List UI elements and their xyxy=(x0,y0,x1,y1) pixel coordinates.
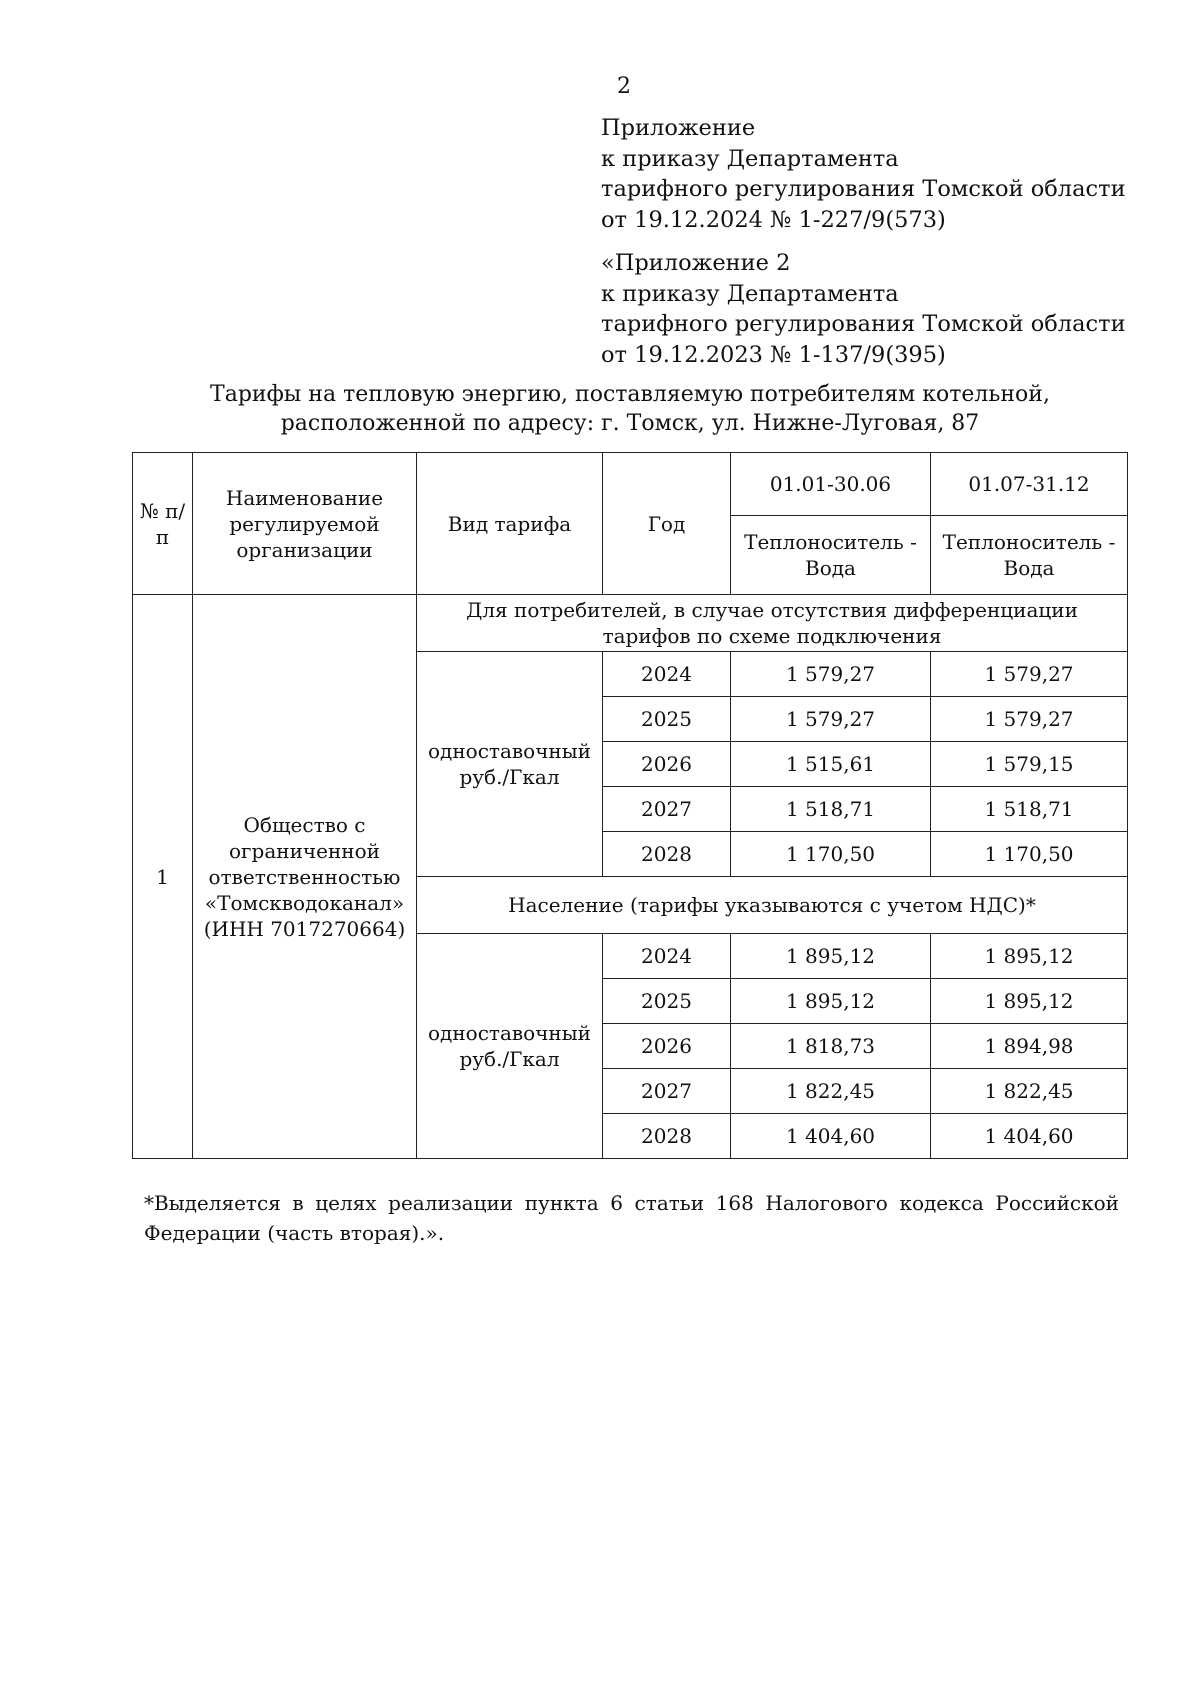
section-row xyxy=(133,595,1128,652)
header-period-2: 01.07-31.12 xyxy=(931,453,1128,516)
table-header-row xyxy=(133,453,1128,516)
appendix-line: «Приложение 2 xyxy=(601,250,791,276)
row-number: 1 xyxy=(133,595,193,1159)
tariff-type-cell: одноставочный руб./Гкал xyxy=(417,934,603,1159)
header-tariff-type: Вид тарифа xyxy=(417,453,603,595)
appendix-line: тарифного регулирования Томской области xyxy=(601,311,1126,337)
section-title: Для потребителей, в случае отсутствия дифференциации тарифов по схеме подключения xyxy=(417,595,1128,652)
value-period-2: 1 518,71 xyxy=(931,787,1128,832)
appendix-line: от 19.12.2024 № 1-227/9(573) xyxy=(601,206,946,233)
value-period-2: 1 895,12 xyxy=(931,979,1128,1024)
value-period-1: 1 404,60 xyxy=(731,1114,931,1159)
title-line: Тарифы на тепловую энергию, поставляемую потребителям котельной, xyxy=(210,382,1050,407)
value-period-2: 1 579,27 xyxy=(931,697,1128,742)
year-cell: 2028 xyxy=(603,832,731,877)
value-period-2: 1 822,45 xyxy=(931,1069,1128,1114)
org-name-line: «Томскводоканал» xyxy=(204,890,405,915)
year-cell: 2024 xyxy=(603,652,731,697)
section-title: Население (тарифы указываются с учетом НДС)* xyxy=(417,877,1128,934)
header-num: № п/п xyxy=(133,453,193,595)
footnote: *Выделяется в целях реализации пункта 6 статьи 168 Налогового кодекса Российской Федерации (часть вторая).». xyxy=(144,1191,1119,1245)
value-period-1: 1 818,73 xyxy=(731,1024,931,1069)
appendix-line: к приказу Департамента xyxy=(601,145,899,172)
header-period-1: 01.01-30.06 xyxy=(731,453,931,516)
org-name-line: ответственностью xyxy=(208,864,401,889)
appendix-line: от 19.12.2023 № 1-137/9(395) xyxy=(601,341,946,368)
org-name-line: (ИНН 7017270664) xyxy=(203,916,406,941)
value-period-2: 1 894,98 xyxy=(931,1024,1128,1069)
year-cell: 2025 xyxy=(603,979,731,1024)
value-period-1: 1 170,50 xyxy=(731,832,931,877)
appendix-header-current xyxy=(601,113,1126,235)
tariff-type-cell: одноставочный руб./Гкал xyxy=(417,652,603,877)
value-period-2: 1 404,60 xyxy=(931,1114,1128,1159)
org-name-cell xyxy=(193,595,417,1159)
year-cell: 2026 xyxy=(603,742,731,787)
appendix-line: к приказу Департамента xyxy=(601,280,899,307)
value-period-2: 1 579,15 xyxy=(931,742,1128,787)
appendix-header-amended xyxy=(601,248,1126,370)
appendix-line: Приложение xyxy=(601,115,756,141)
header-medium-1: Теплоноситель - Вода xyxy=(731,516,931,595)
org-name-line: Общество с xyxy=(243,812,366,837)
header-year: Год xyxy=(603,453,731,595)
value-period-1: 1 895,12 xyxy=(731,934,931,979)
year-cell: 2025 xyxy=(603,697,731,742)
value-period-1: 1 518,71 xyxy=(731,787,931,832)
value-period-2: 1 170,50 xyxy=(931,832,1128,877)
year-cell: 2027 xyxy=(603,1069,731,1114)
value-period-1: 1 579,27 xyxy=(731,697,931,742)
value-period-2: 1 579,27 xyxy=(931,652,1128,697)
year-cell: 2027 xyxy=(603,787,731,832)
value-period-1: 1 895,12 xyxy=(731,979,931,1024)
header-medium-2: Теплоноситель - Вода xyxy=(931,516,1128,595)
page-number: 2 xyxy=(617,74,631,99)
year-cell: 2028 xyxy=(603,1114,731,1159)
header-org: Наименование регулируемой организации xyxy=(193,453,417,595)
value-period-1: 1 822,45 xyxy=(731,1069,931,1114)
year-cell: 2024 xyxy=(603,934,731,979)
org-name-line: ограниченной xyxy=(229,838,380,863)
value-period-1: 1 515,61 xyxy=(731,742,931,787)
appendix-line: тарифного регулирования Томской области xyxy=(601,176,1126,202)
title-line: расположенной по адресу: г. Томск, ул. Нижне-Луговая, 87 xyxy=(280,411,980,436)
tariff-table xyxy=(132,452,1128,1159)
document-title xyxy=(130,380,1130,438)
year-cell: 2026 xyxy=(603,1024,731,1069)
value-period-1: 1 579,27 xyxy=(731,652,931,697)
value-period-2: 1 895,12 xyxy=(931,934,1128,979)
